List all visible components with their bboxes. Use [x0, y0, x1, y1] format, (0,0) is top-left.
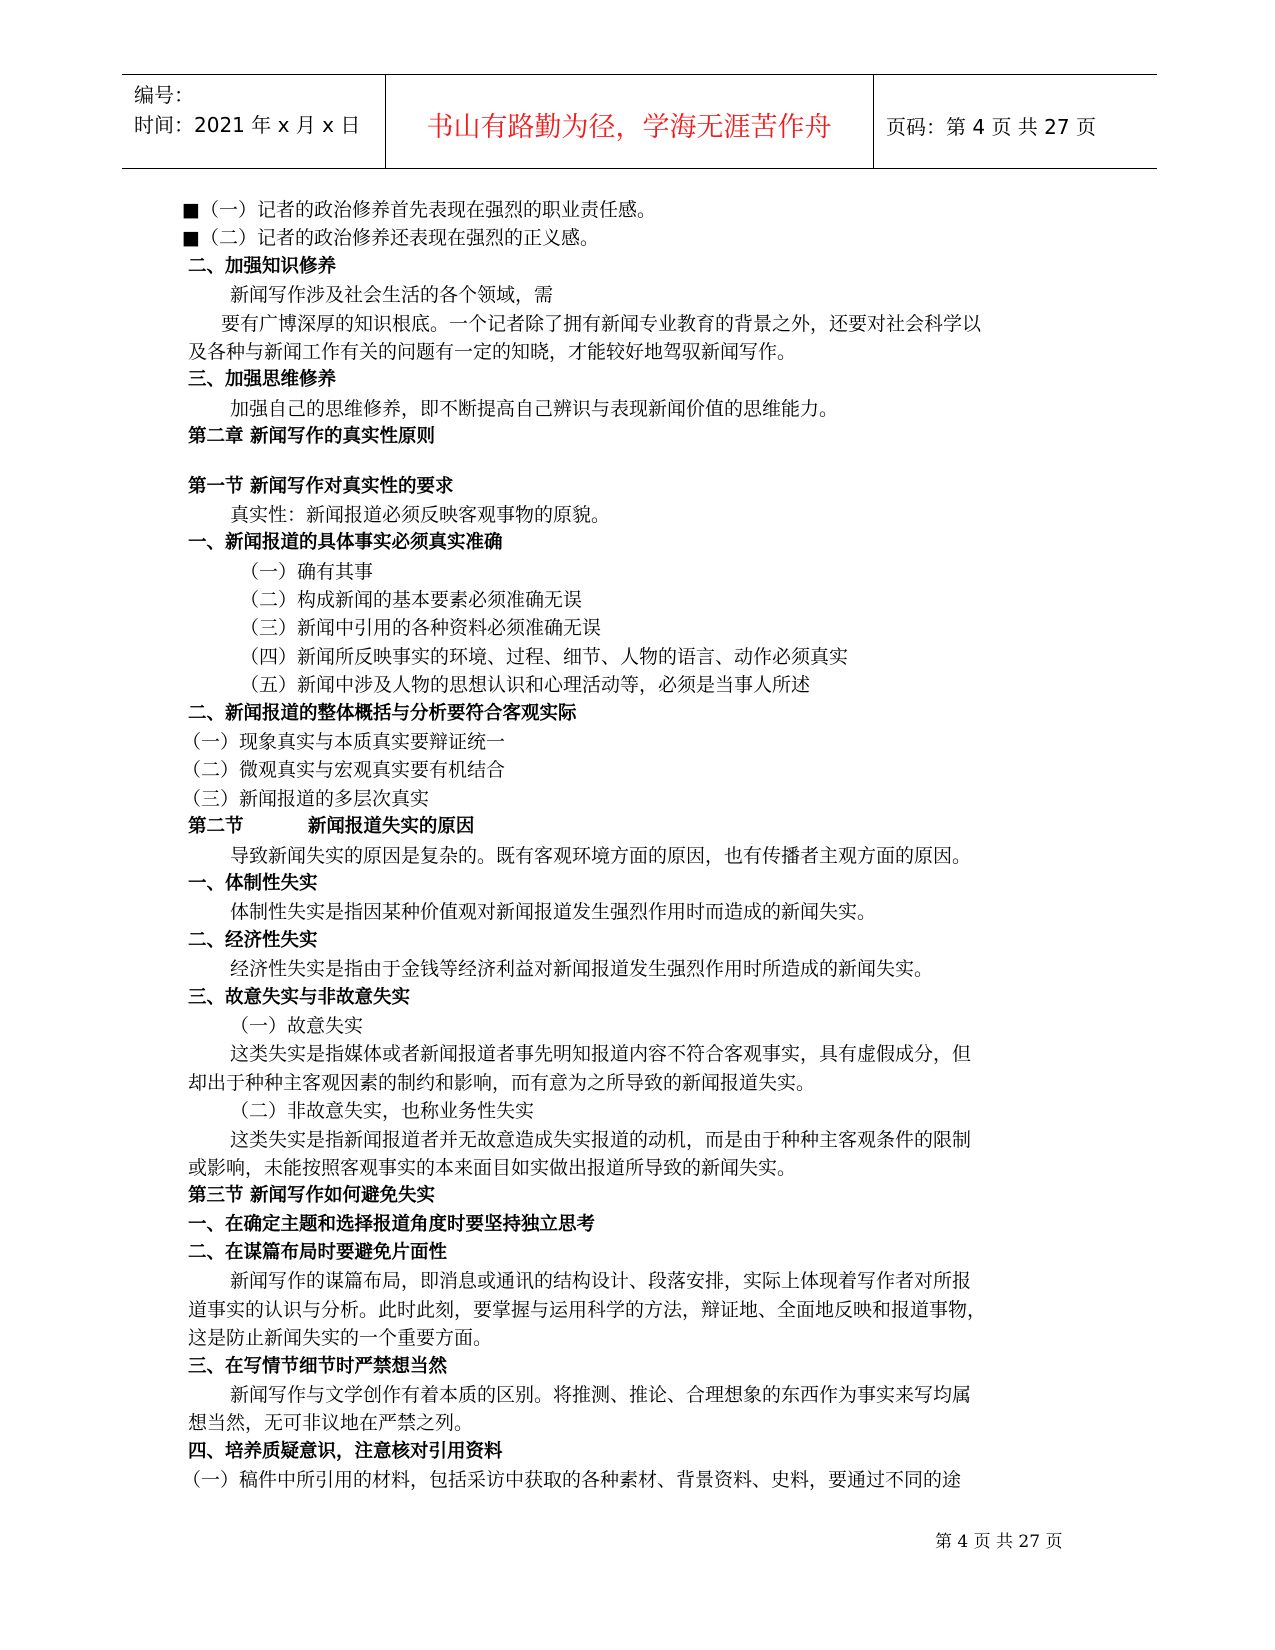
body-line: （一）稿件中所引用的材料，包括采访中获取的各种素材、背景资料、史料，要通过不同的途 — [182, 1469, 962, 1492]
header-page-number: 页码：第 4 页 共 27 页 — [886, 115, 1096, 139]
section-heading: 一、新闻报道的具体事实必须真实准确 — [188, 532, 503, 554]
section-heading: 二、加强知识修养 — [188, 255, 337, 277]
chapter-heading: 第二章 新闻写作的真实性原则 — [188, 426, 435, 448]
body-line: 新闻写作的谋篇布局，即消息或通讯的结构设计、段落安排，实际上体现着写作者对所报 — [230, 1270, 972, 1293]
body-line: 体制性失实是指因某种价值观对新闻报道发生强烈作用时而造成的新闻失实。 — [230, 901, 877, 924]
section-heading: 二、新闻报道的整体概括与分析要符合客观实际 — [188, 702, 577, 724]
document-body — [182, 196, 1088, 1495]
body-line: （一）确有其事 — [240, 560, 374, 583]
section-heading: 一、在确定主题和选择报道角度时要坚持独立思考 — [188, 1213, 596, 1235]
header-page-cell — [874, 75, 1157, 168]
body-line: （三）新闻报道的多层次真实 — [182, 787, 430, 810]
body-line: 这类失实是指新闻报道者并无故意造成失实报道的动机，而是由于种种主客观条件的限制 — [230, 1128, 972, 1151]
body-line: 及各种与新闻工作有关的问题有一定的知晓，才能较好地驾驭新闻写作。 — [188, 340, 797, 363]
section-heading: 一、体制性失实 — [188, 872, 318, 894]
body-line: （二）非故意失实，也称业务性失实 — [230, 1100, 535, 1123]
blank-line — [188, 452, 1088, 473]
body-line: （二）构成新闻的基本要素必须准确无误 — [240, 589, 583, 612]
document-number-label: 编号： — [134, 83, 194, 107]
body-line: 要有广博深厚的知识根底。一个记者除了拥有新闻专业教育的背景之外，还要对社会科学以 — [221, 312, 982, 335]
motto-text: 书山有路勤为径，学海无涯苦作舟 — [426, 112, 832, 143]
section-heading: 三、故意失实与非故意失实 — [188, 986, 411, 1008]
body-line: 新闻写作涉及社会生活的各个领域，需 — [230, 284, 554, 307]
body-line: 真实性：新闻报道必须反映客观事物的原貌。 — [230, 503, 611, 526]
body-line: （三）新闻中引用的各种资料必须准确无误 — [240, 617, 602, 640]
body-line: 这类失实是指媒体或者新闻报道者事先明知报道内容不符合客观事实，具有虚假成分，但 — [230, 1043, 972, 1066]
section-heading: 第三节 新闻写作如何避免失实 — [188, 1185, 435, 1207]
section-heading: 三、加强思维修养 — [188, 369, 337, 391]
section-heading: 第二节 新闻报道失实的原因 — [188, 816, 475, 838]
body-line: 或影响，未能按照客观事实的本来面目如实做出报道所导致的新闻失实。 — [188, 1156, 797, 1179]
footer-page-number: 第 4 页 共 27 页 — [935, 1532, 1063, 1552]
body-line: 这是防止新闻失实的一个重要方面。 — [188, 1327, 493, 1350]
section-heading: 三、在写情节细节时严禁想当然 — [188, 1355, 448, 1377]
body-line: （一）故意失实 — [230, 1014, 364, 1037]
body-line: 加强自己的思维修养，即不断提高自己辨识与表现新闻价值的思维能力。 — [230, 397, 839, 420]
header-info-cell — [122, 75, 386, 168]
body-line: （一）现象真实与本质真实要辩证统一 — [182, 731, 506, 754]
body-line: 新闻写作与文学创作有着本质的区别。将推测、推论、合理想象的东西作为事实来写均属 — [230, 1384, 972, 1407]
document-time-label: 时间：2021 年 x 月 x 日 — [134, 113, 361, 137]
body-line: 却出于种种主客观因素的制约和影响，而有意为之所导致的新闻报道失实。 — [188, 1071, 816, 1094]
section-heading: 四、培养质疑意识，注意核对引用资料 — [188, 1440, 503, 1462]
body-line: （二）微观真实与宏观真实要有机结合 — [182, 759, 506, 782]
section-heading: 二、经济性失实 — [188, 929, 318, 951]
body-line: 导致新闻失实的原因是复杂的。既有客观环境方面的原因，也有传播者主观方面的原因。 — [230, 844, 972, 867]
body-line: 道事实的认识与分析。此时此刻，要掌握与运用科学的方法，辩证地、全面地反映和报道事物， — [188, 1298, 987, 1321]
body-line: ■（一）记者的政治修养首先表现在强烈的职业责任感。 — [182, 199, 656, 221]
section-heading: 第一节 新闻写作对真实性的要求 — [188, 475, 454, 497]
section-heading: 二、在谋篇布局时要避免片面性 — [188, 1242, 448, 1264]
body-line: ■（二）记者的政治修养还表现在强烈的正义感。 — [182, 227, 599, 250]
body-line: 经济性失实是指由于金钱等经济利益对新闻报道发生强烈作用时所造成的新闻失实。 — [230, 958, 934, 981]
header-motto-cell — [385, 75, 874, 168]
body-line: 想当然，无可非议地在严禁之列。 — [188, 1412, 474, 1435]
body-line: （五）新闻中涉及人物的思想认识和心理活动等，必须是当事人所述 — [240, 674, 811, 697]
body-line: （四）新闻所反映事实的环境、过程、细节、人物的语言、动作必须真实 — [240, 645, 849, 668]
page-header — [122, 74, 1157, 169]
